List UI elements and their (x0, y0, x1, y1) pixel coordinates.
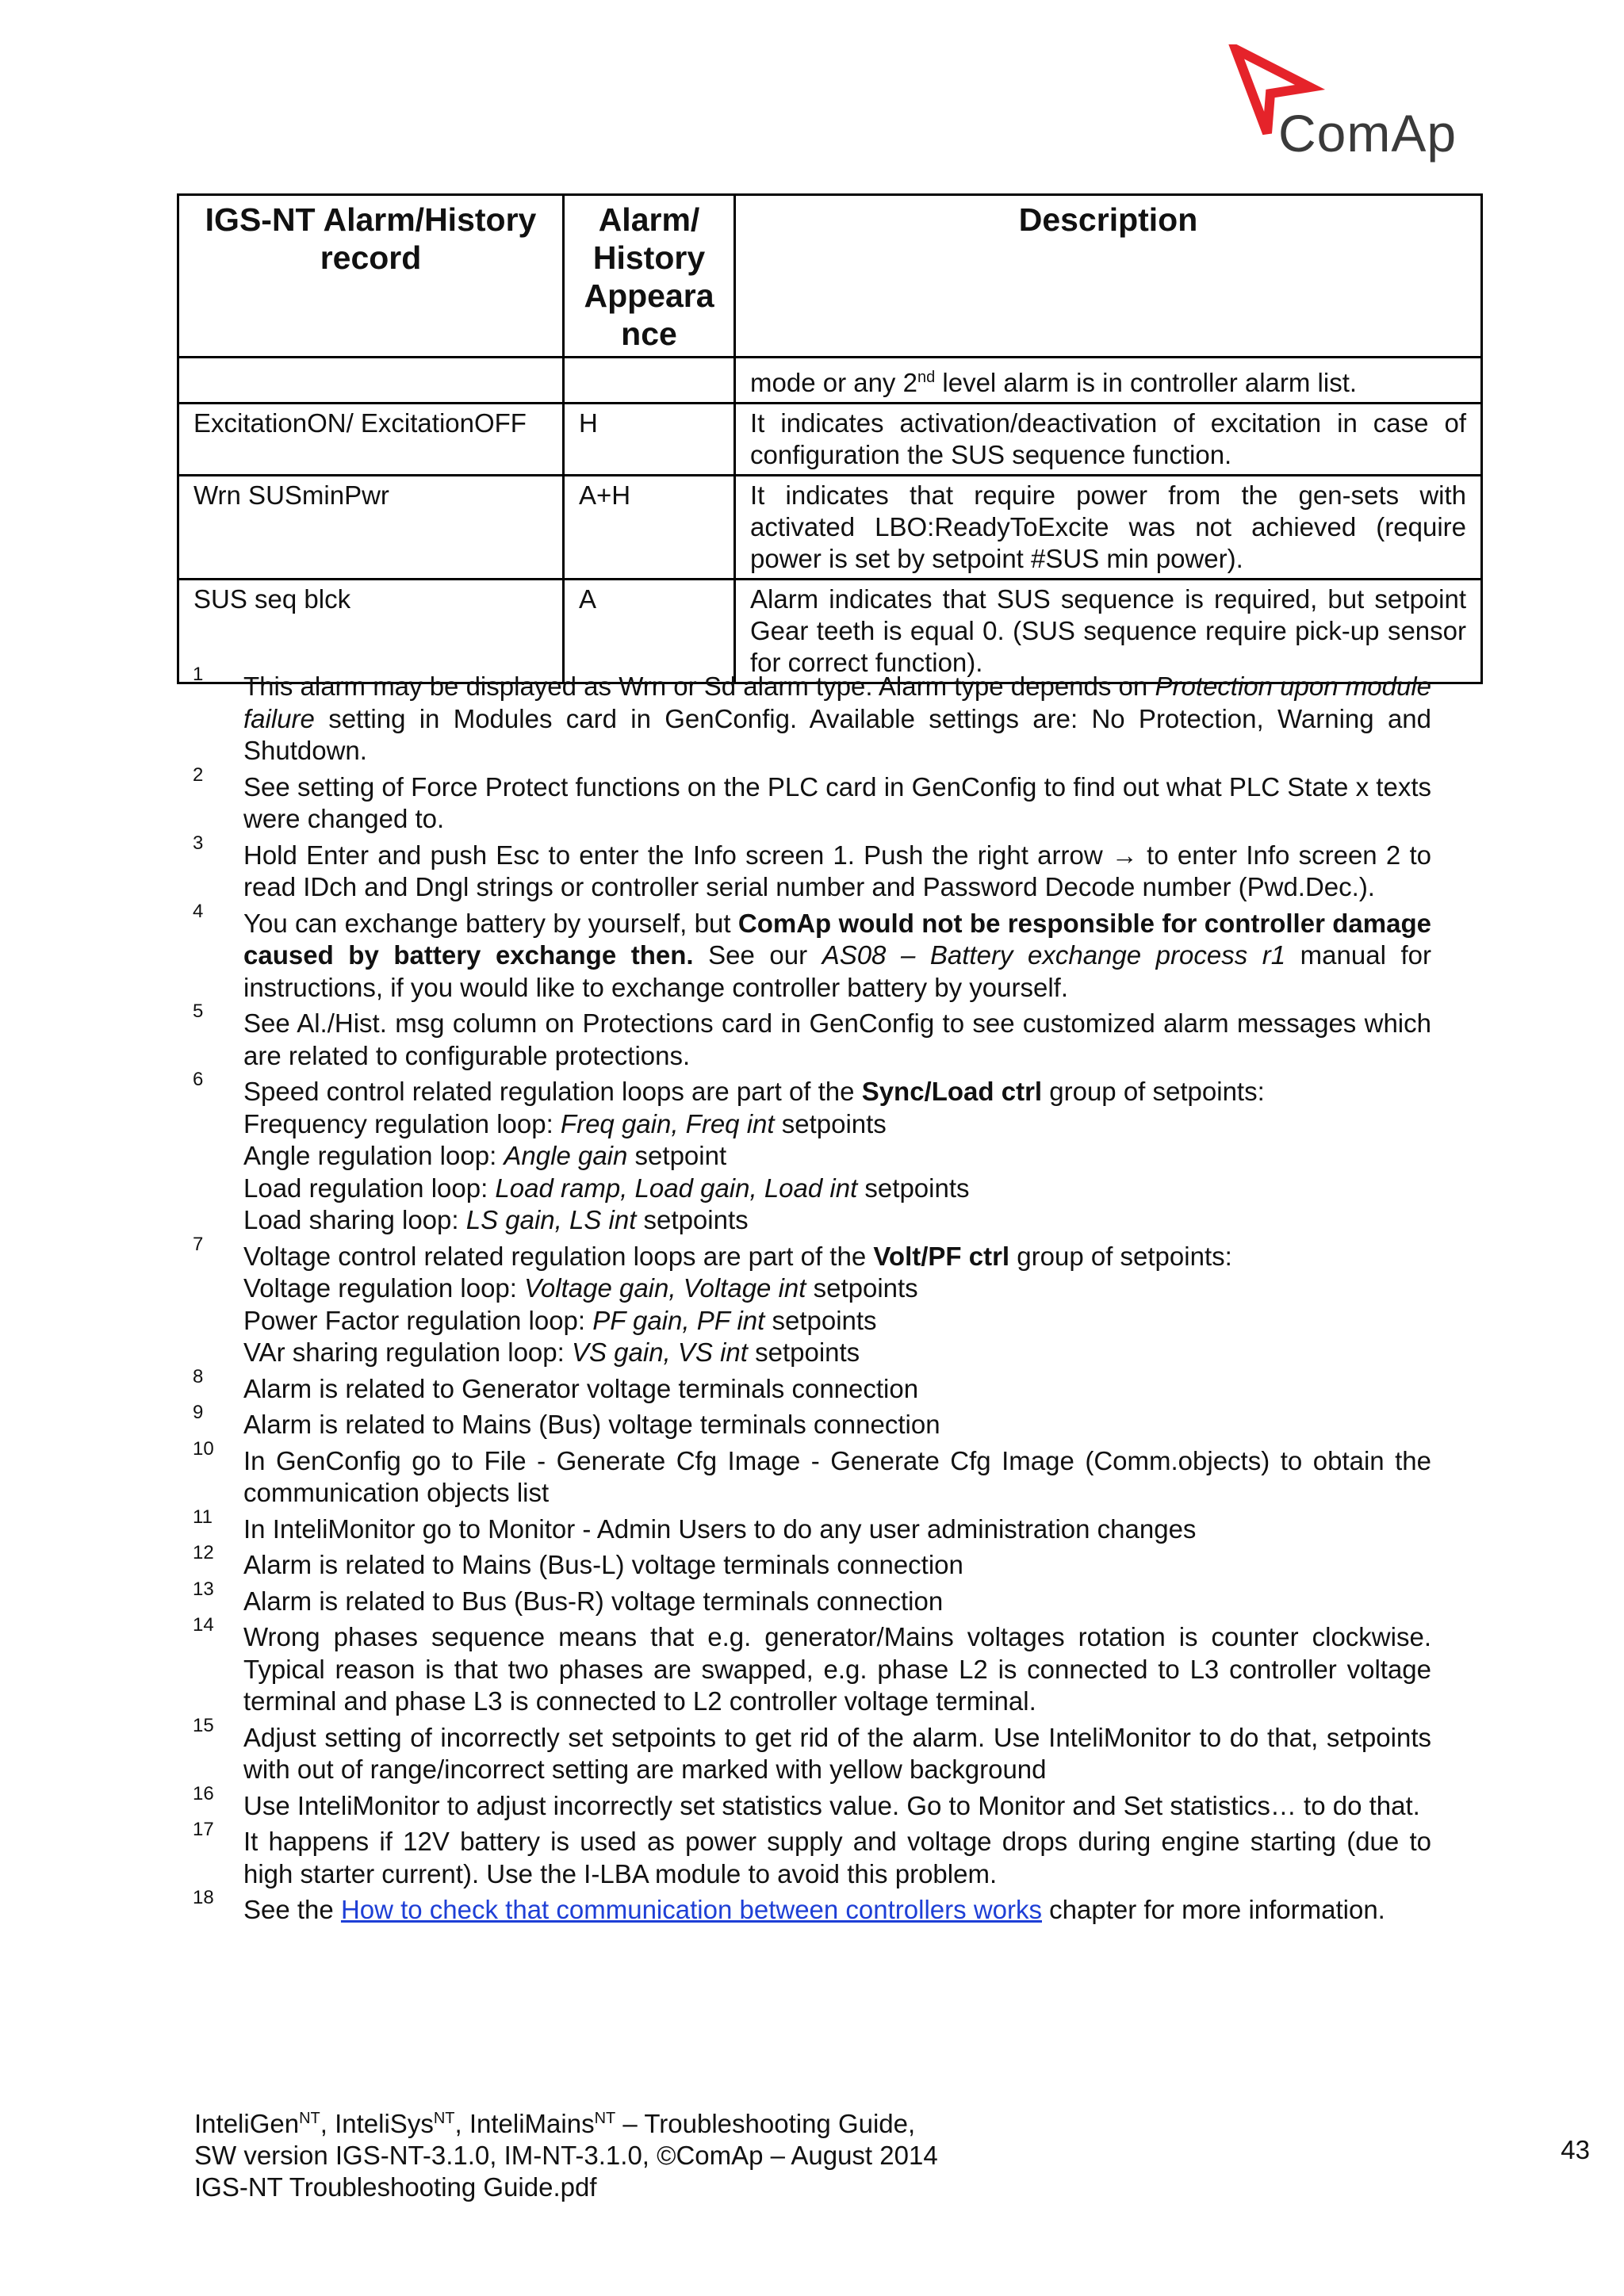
footnote-text: In GenConfig go to File - Generate Cfg Image - Generate Cfg Image (Comm.objects) to obtain the communication objects list (243, 1445, 1431, 1507)
footnote-emphasis: AS08 – Battery exchange process r1 (822, 940, 1286, 970)
footnote-number: 9 (193, 1402, 204, 1423)
header-appearance: Alarm/ History Appeara nce (564, 195, 735, 358)
cell-appearance: A+H (564, 476, 735, 580)
footnote-13 (193, 1578, 1431, 1618)
footnote-text: See setting of Force Protect functions on the PLC card in GenConfig to find out what PLC State x texts were changed to. (243, 771, 1431, 833)
footnote-text: Use InteliMonitor to adjust incorrectly set statistics value. Go to Monitor and Set statistics… to do that. (243, 1790, 1420, 1820)
footnote-number: 3 (193, 832, 204, 854)
footnote-5 (193, 1001, 1431, 1072)
footnote-number: 2 (193, 763, 204, 786)
footnote-text-part: manual for instructions, if you would like to exchange controller battery by yourself. (243, 940, 1431, 1002)
footnote-line: Voltage control related regulation loops are part of the Volt/PF ctrl group of setpoints: (243, 1241, 1232, 1271)
footnote-14 (193, 1614, 1431, 1718)
table-row (178, 476, 1482, 580)
footnote-emphasis: Protection upon module failure (243, 672, 1431, 733)
continuation-sup: nd (917, 369, 936, 386)
footnote-11 (193, 1506, 1431, 1546)
footnote-text: Alarm is related to Bus (Bus-R) voltage terminals connection (243, 1586, 944, 1616)
comap-logo (1221, 44, 1483, 171)
footnote-number: 7 (193, 1233, 204, 1255)
page-footer (194, 2103, 1590, 2203)
footnote-text: Alarm is related to Mains (Bus) voltage terminals connection (243, 1410, 940, 1439)
footnote-text: Alarm is related to Generator voltage terminals connection (243, 1373, 919, 1403)
footer-line-1: InteliGen$^{NT}$, InteliSys$^{NT}$, InteliMains$^{NT}$ – Troubleshooting Guide, (194, 2109, 916, 2138)
footnote-7 (193, 1233, 1431, 1369)
page-number: 43 (1561, 2135, 1590, 2164)
footnote-text (243, 1241, 1431, 1369)
footnote-text-part: chapter for more information. (1042, 1895, 1385, 1924)
footnote-17 (193, 1819, 1431, 1890)
footnote-10 (193, 1437, 1431, 1510)
footnote-18 (193, 1887, 1431, 1927)
footnote-text (243, 1076, 1431, 1237)
footnote-line: Voltage regulation loop: Voltage gain, Voltage int setpoints (243, 1273, 918, 1303)
footnote-2 (193, 763, 1431, 836)
footnote-number: 16 (193, 1782, 214, 1804)
footnote-12 (193, 1542, 1431, 1582)
footnote-15 (193, 1714, 1431, 1786)
footnote-line: Frequency regulation loop: Freq gain, Freq int setpoints (243, 1108, 887, 1138)
continuation-text: mode or any 2 (750, 368, 917, 397)
table-row (178, 580, 1482, 683)
cell-appearance: H (564, 404, 735, 476)
footnote-4 (193, 900, 1431, 1004)
footnote-3 (193, 832, 1431, 904)
logo-wordmark: ComAp (1278, 104, 1457, 163)
footnote-number: 4 (193, 900, 204, 922)
footnote-number: 5 (193, 1001, 204, 1022)
footnote-number: 18 (193, 1887, 214, 1908)
footnote-6 (193, 1069, 1431, 1237)
footnote-text (243, 671, 1431, 767)
footnote-text: See Al./Hist. msg column on Protections card in GenConfig to see customized alarm messages which are related to configurable protections. (243, 1008, 1431, 1070)
footnote-text-part: See the (243, 1895, 341, 1924)
footnote-text-part: This alarm may be displayed as Wrn or Sd alarm type. Alarm type depends on (243, 672, 1155, 701)
footnote-line: Power Factor regulation loop: PF gain, PF int setpoints (243, 1305, 877, 1335)
footnote-number: 1 (193, 664, 204, 685)
footnote-16 (193, 1782, 1431, 1823)
table-row (178, 358, 1482, 404)
cell-description: It indicates activation/deactivation of excitation in case of configuration the SUS sequence function. (735, 404, 1482, 476)
footnote-number: 8 (193, 1365, 204, 1387)
footnote-line: Load sharing loop: LS gain, LS int setpoints (243, 1205, 749, 1234)
cell-record (178, 358, 564, 404)
cell-record: SUS seq blck (178, 580, 564, 683)
footnote-text: In InteliMonitor go to Monitor - Admin Users to do any user administration changes (243, 1513, 1197, 1544)
footnote-1 (193, 664, 1431, 767)
footer-line-2: SW version IGS-NT-3.1.0, IM-NT-3.1.0, ©ComAp – August 2014 (194, 2141, 938, 2170)
cell-description (735, 358, 1482, 404)
cell-record: Wrn SUSminPwr (178, 476, 564, 580)
footnote-bold: ComAp would not be responsible for controller damage caused by battery exchange then. (243, 908, 1431, 970)
footnote-9 (193, 1402, 1431, 1441)
footnote-text (243, 908, 1431, 1004)
footnote-text: Wrong phases sequence means that e.g. generator/Mains voltages rotation is counter clockwise. Typical reason is that two phases are swapped, e.g. phase L2 is connected to L3 controller voltage terminal and phase L3 is connected to L2 controller voltage terminal. (243, 1622, 1431, 1716)
footnotes (193, 664, 1431, 1931)
footnote-text: It happens if 12V battery is used as power supply and voltage drops during engine starting (due to high starter current). Use the I-LBA module to avoid this problem. (243, 1827, 1431, 1888)
footnote-number: 11 (193, 1506, 213, 1528)
continuation-text-end: level alarm is in controller alarm list. (935, 368, 1358, 397)
alarm-history-table (177, 193, 1483, 684)
footnote-text-part: See our (693, 940, 822, 970)
footnote-text: Alarm is related to Mains (Bus-L) voltage terminals connection (243, 1550, 963, 1579)
footnote-number: 15 (193, 1714, 214, 1736)
footnote-text: Hold Enter and push Esc to enter the Info screen 1. Push the right arrow → to enter Info screen 2 to read IDch and Dngl strings or controller serial number and Password Decode number (Pwd.Dec.). (243, 840, 1431, 901)
cell-appearance (564, 358, 735, 404)
footnote-text (243, 1894, 1431, 1927)
footnote-line: Speed control related regulation loops are part of the Sync/Load ctrl group of setpoints: (243, 1077, 1265, 1106)
cell-appearance: A (564, 580, 735, 683)
table-row (178, 404, 1482, 476)
footnote-text: Adjust setting of incorrectly set setpoints to get rid of the alarm. Use InteliMonitor to do that, setpoints with out of range/incorrect setting are marked with yellow background (243, 1722, 1431, 1784)
footnote-number: 17 (193, 1819, 214, 1840)
footnote-text-part: You can exchange battery by yourself, but (243, 908, 738, 938)
footer-line-3: IGS-NT Troubleshooting Guide.pdf (194, 2172, 597, 2202)
table-header-row (178, 195, 1482, 358)
communication-check-link[interactable]: How to check that communication between controllers works (340, 1895, 1042, 1924)
footnote-line: VAr sharing regulation loop: VS gain, VS int setpoints (243, 1337, 860, 1367)
header-description: Description (735, 195, 1482, 358)
footnote-number: 12 (193, 1542, 214, 1563)
cell-description: Alarm indicates that SUS sequence is required, but setpoint Gear teeth is equal 0. (SUS sequence require pick-up sensor for correct function). (735, 580, 1482, 683)
cell-record: ExcitationON/ ExcitationOFF (178, 404, 564, 476)
cell-description: It indicates that require power from the gen-sets with activated LBO:ReadyToExcite was not achieved (require power is set by setpoint #SUS min power). (735, 476, 1482, 580)
header-record: IGS-NT Alarm/History record (178, 195, 564, 358)
footnote-line: Load regulation loop: Load ramp, Load gain, Load int setpoints (243, 1173, 970, 1203)
footnote-line: Angle regulation loop: Angle gain setpoint (243, 1141, 727, 1170)
footnote-8 (193, 1365, 1431, 1406)
footnote-text-part: setting in Modules card in GenConfig. Available settings are: No Protection, Warning and Shutdown. (243, 703, 1431, 765)
footnote-number: 14 (193, 1614, 214, 1636)
footnote-number: 10 (193, 1437, 214, 1460)
footnote-number: 6 (193, 1069, 204, 1090)
footnote-number: 13 (193, 1578, 214, 1600)
